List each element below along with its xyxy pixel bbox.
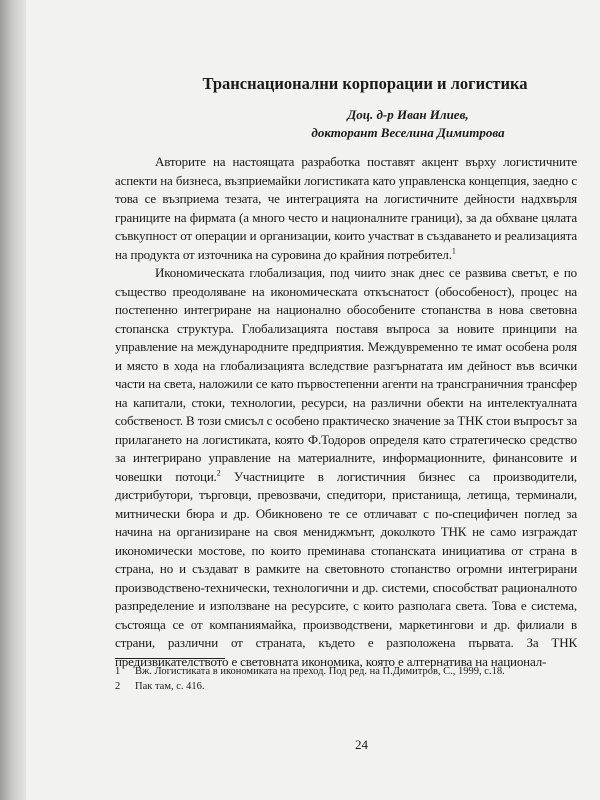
footnote-2 xyxy=(115,679,577,694)
article-body xyxy=(115,153,577,671)
scan-binding-edge xyxy=(0,0,26,800)
paragraph-2 xyxy=(115,264,577,671)
footnote-1-number: 1 xyxy=(115,666,121,677)
footnotes xyxy=(115,664,577,694)
footnote-2-text: Пак там, с. 416. xyxy=(135,681,205,692)
footnote-divider xyxy=(115,658,225,659)
author-line-1: Доц. д-р Иван Илиев, xyxy=(347,107,469,122)
footnote-1 xyxy=(115,664,577,679)
footnote-ref-1[interactable]: 1 xyxy=(451,246,456,256)
paragraph-1 xyxy=(115,153,577,264)
footnote-1-text: Вж. Логистиката в икономиката на преход. Под ред. на П.Димитров, С., 1999, с.18. xyxy=(135,666,505,677)
author-line-2: докторант Веселина Димитрова xyxy=(311,125,505,140)
page-number: 24 xyxy=(355,737,368,752)
paragraph-2-text-continued: Участниците в логистичния бизнес са производители, дистрибутори, търговци, превозвачи, спедитори, пристанища, летища, терминали, митнически бюра и др. Обикновено те се отличават с по-специфичен поглед за начина на организиране на своя мениджмънт, доколкото ТНК не само изграждат икономически мостове, по които преминава стопанската инициатива от страна в страна, но и създават в рамките на световното стопанство огромни интегрирани производствено-технически, технологични и др. системи, способстват рационалното разпределение и използване на ресурсите, с които разполага света. Това е система, състояща се от компаниямайка, производствени, маркетингови и др. филиали в страни, различни от страната, където е разположена първата. За ТНК предизвикателството е световната икономика, която е алтернатива на национал- xyxy=(115,468,577,669)
footnote-ref-2[interactable]: 2 xyxy=(216,468,221,478)
paragraph-2-text: Икономическата глобализация, под чиито знак днес се развива светът, е по същество преодоляване на икономическата откъснатост (обособеност), процес на постепенно интегриране на национално обособените стопанства в нова световна стопанска структура. Глобализацията поставя въпроса за новите принципи на управление на международните предприятия. Междувременно те имат особена роля и място в хода на глобализацията вследствие разгърнатата им дейност във всички части на света, наложили се като първостепенни агенти на трансграничния трансфер на капитали, стоки, технологии, ресурси, на различни обекти на интелектуалната собственост. В този смисъл с особено практическо значение за ТНК стои въпросът за прилагането на логистиката, която Ф.Тодоров определя като стратегическо средство за интегрирано управление на материалните, информационните, финансовите и човешки потоци. xyxy=(115,265,577,484)
footnote-2-number: 2 xyxy=(115,681,121,692)
paragraph-1-text: Авторите на настоящата разработка поставят акцент върху логистичните аспекти на бизнеса, възприемайки логистиката като управленска концепция, заедно с това се възприема тезата, че интеграцията на логистичните дейности надхвърля границите на фирмата (а много често и националните граници), за да обхване цялата съвкупност от операции и организации, които участват в създаването и реализацията на продукта от източника на суровина до крайния потребител. xyxy=(115,154,577,262)
authors-block xyxy=(248,106,568,142)
page-title: Транснационални корпорации и логистика xyxy=(202,74,528,93)
